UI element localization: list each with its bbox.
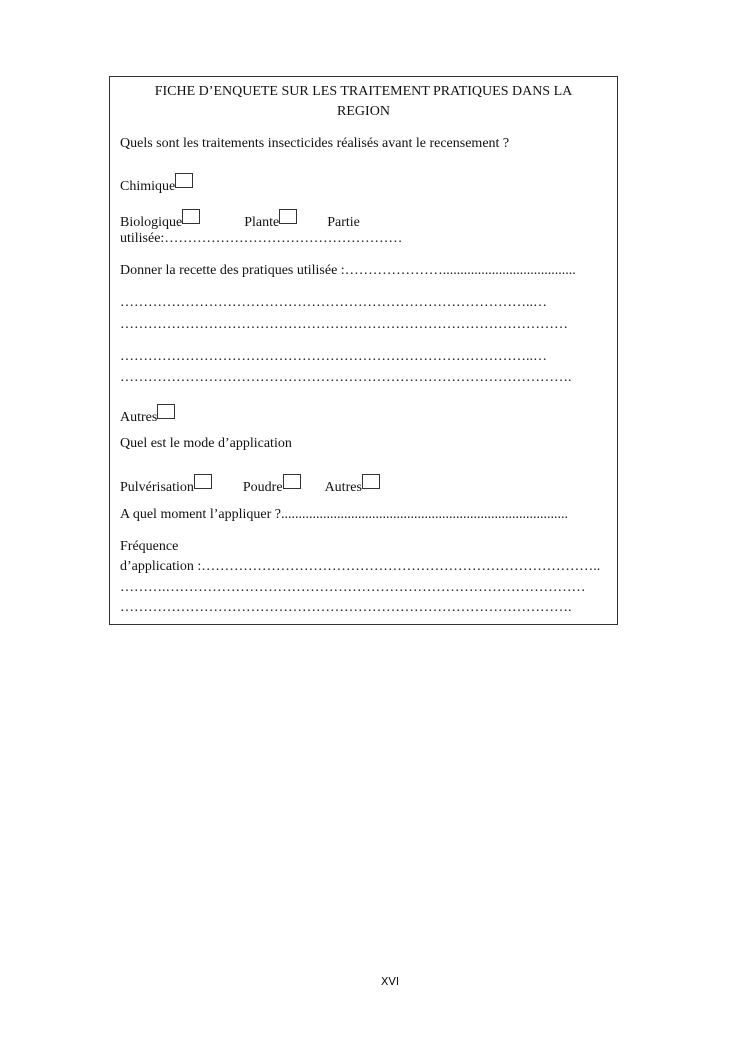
plante-checkbox[interactable] (279, 209, 297, 224)
partie-label: Partie (327, 215, 360, 230)
biologique-row (120, 209, 360, 231)
dotted-line-1: ……………………………………………………………………………..… (120, 295, 547, 310)
autres2-checkbox[interactable] (362, 474, 380, 489)
dotted-line-5: ……….……………………………………………………………………………… (120, 580, 586, 595)
mode-question: Quel est le mode d’application (120, 436, 292, 451)
dotted-line-2: …………………………………………………………………………………… (120, 317, 568, 332)
chimique-label: Chimique (120, 179, 176, 194)
question-treatments: Quels sont les traitements insecticides réalisés avant le recensement ? (120, 136, 510, 151)
biologique-checkbox[interactable] (182, 209, 200, 224)
poudre-checkbox[interactable] (283, 474, 301, 489)
survey-form (109, 76, 618, 625)
dotted-line-3: ……………………………………………………………………………..… (120, 349, 547, 364)
autres-row (120, 404, 175, 426)
poudre-label: Poudre (242, 480, 283, 495)
utilisee-line: utilisée:…………………………………………… (120, 231, 403, 246)
recette-line: Donner la recette des pratiques utilisée :…………………...................................... (120, 263, 576, 278)
pulverisation-label: Pulvérisation (120, 480, 194, 495)
autres-label: Autres (120, 410, 158, 425)
biologique-label: Biologique (120, 215, 183, 230)
chimique-checkbox[interactable] (175, 173, 193, 188)
frequence-label: Fréquence (120, 539, 179, 554)
page-number: XVI (380, 975, 400, 988)
form-title-line-1: FICHE D’ENQUETE SUR LES TRAITEMENT PRATIQUES DANS LA (154, 84, 573, 99)
autres2-label: Autres (324, 480, 362, 495)
application-mode-row (120, 474, 380, 496)
chimique-row (120, 173, 193, 195)
moment-line: A quel moment l’appliquer ?.................................................................................. (120, 507, 568, 522)
plante-label: Plante (244, 215, 280, 230)
autres-checkbox[interactable] (157, 404, 175, 419)
pulverisation-checkbox[interactable] (194, 474, 212, 489)
dotted-line-6: ……………………………………………………………………………………. (120, 600, 572, 615)
dotted-line-4: ……………………………………………………………………………………. (120, 370, 572, 385)
application-line: d’application :………………………………………………………………………….. (120, 559, 601, 574)
form-title-line-2: REGION (337, 104, 390, 119)
